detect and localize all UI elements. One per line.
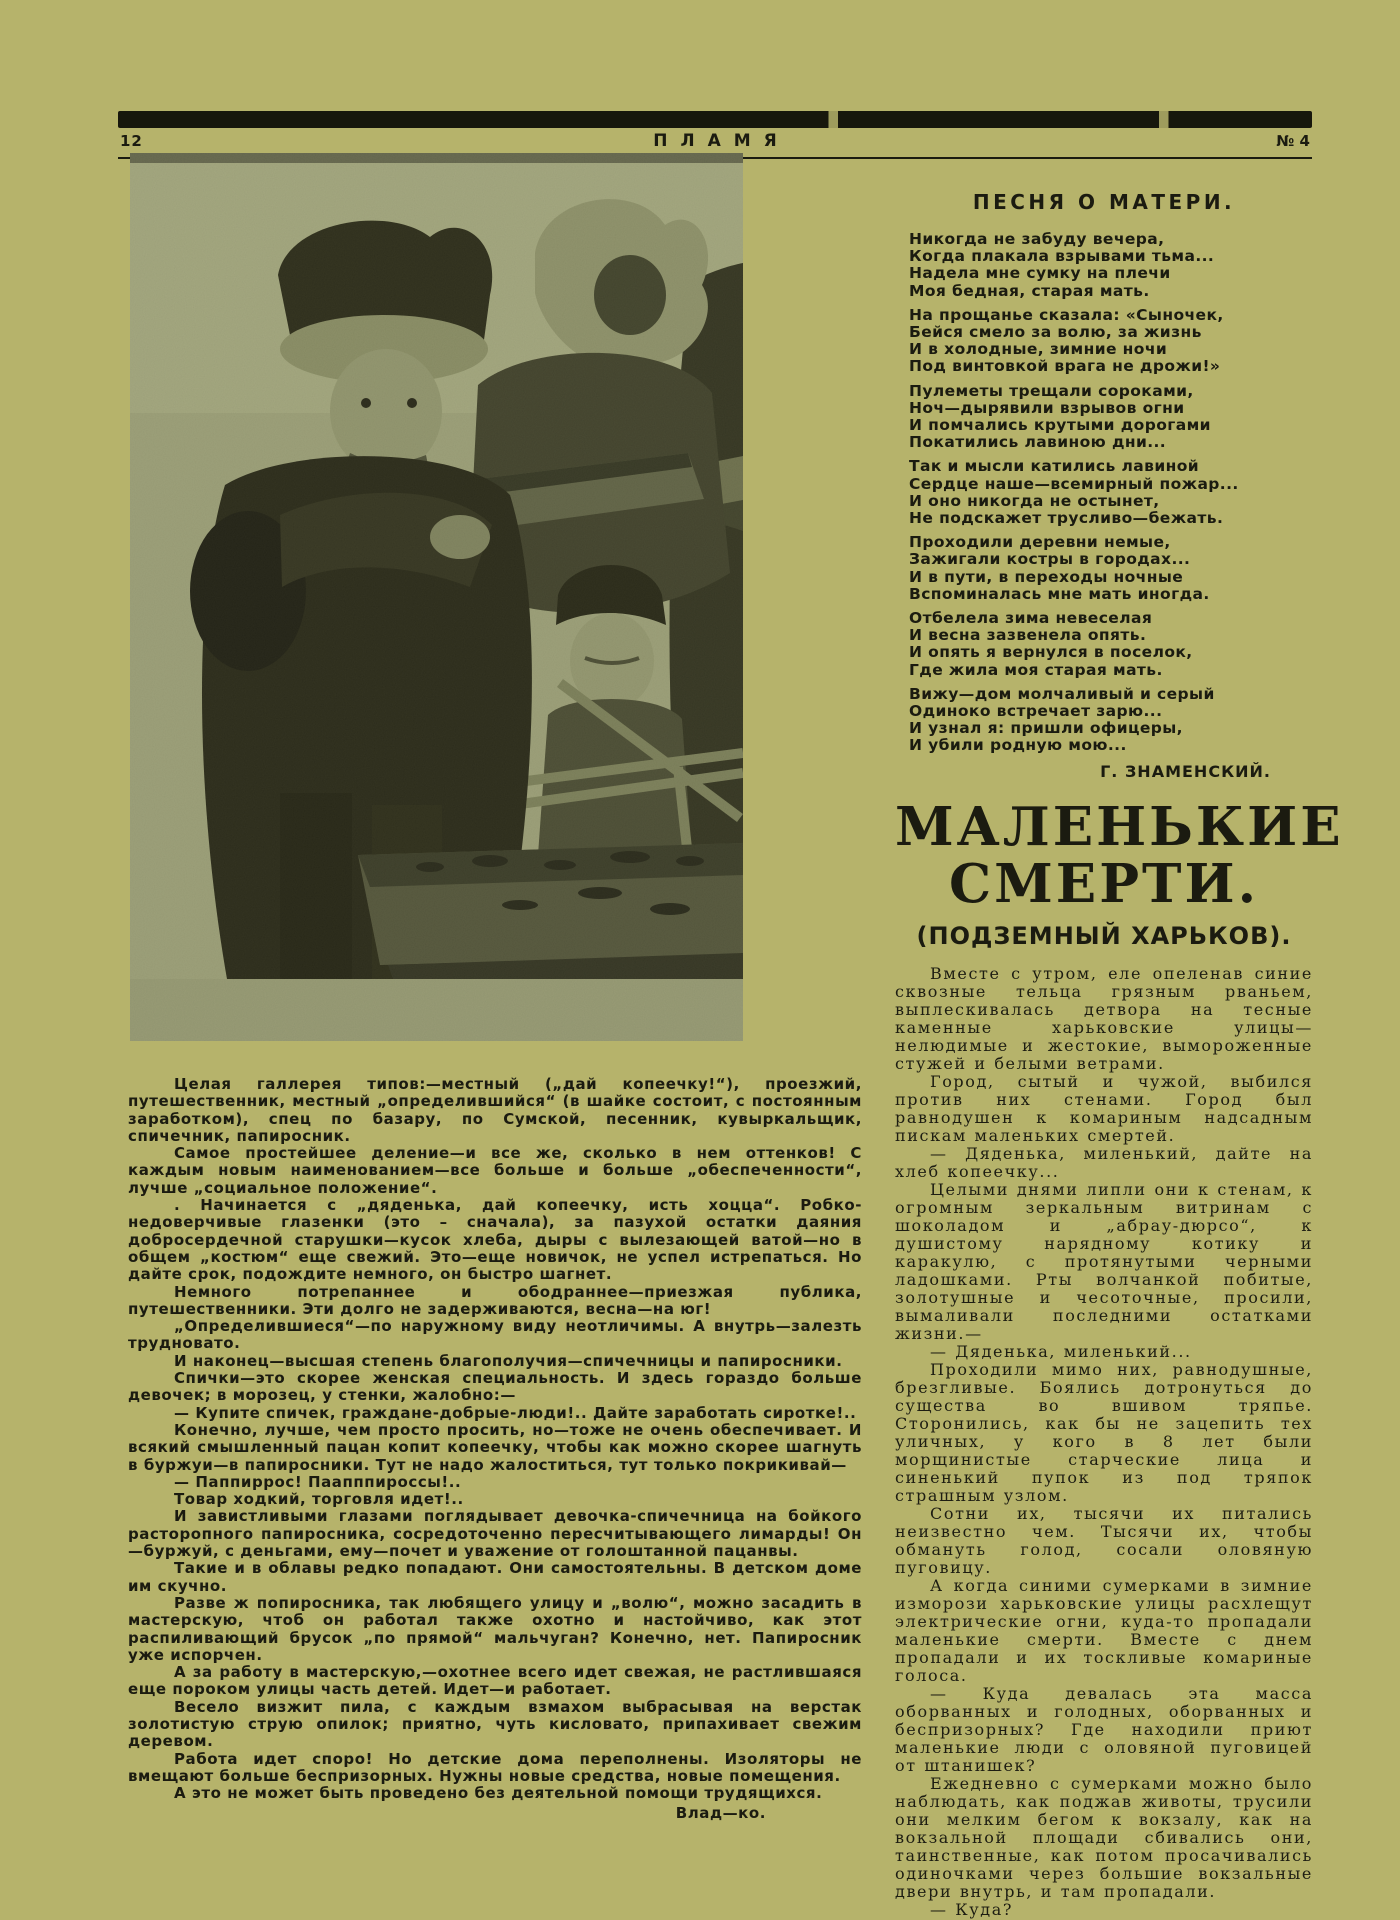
street-children-photo <box>130 153 743 1041</box>
article-paragraph: Проходили мимо них, равнодушные, брезгливые. Боялись дотронуться до существа во вшивом тряпье. Сторонились, как бы не зацепить тех уличных, у кого в 8 лет были морщинистые старческие лица и синенький пупок из под тряпок страшным узлом. <box>895 1359 1313 1505</box>
poem-stanza: Пулеметы трещали сороками, Ноч—дырявили взрывов огни И помчались крутыми дорогами Покатились лавиною дни... <box>909 381 1211 452</box>
article-paragraph: А за работу в мастерскую,—охотнее всего идет свежая, не растлившаяся еще пороком улицы часть детей. Идет—и работает. <box>128 1663 862 1699</box>
poem-stanza: На прощанье сказала: «Сыночек, Бейся смело за волю, за жизнь И в холодные, зимние ночи Под винтовкой врага не дрожи!» <box>909 305 1224 376</box>
page-header <box>118 130 1312 154</box>
article-paragraph: Город, сытый и чужой, выбился против них стенами. Город был равнодушен к комариным надсадным пискам маленьких смертей. <box>895 1071 1313 1145</box>
article-headline <box>895 795 1344 915</box>
poem-stanza: Так и мысли катились лавиной Сердце наше—всемирный пожар... И оно никогда не остынет, Не подскажет трусливо—бежать. <box>909 457 1239 528</box>
article-paragraph: Ежедневно с сумерками можно было наблюдать, как поджав животы, трусили они мелким бегом к вокзалу, как на вокзальной площади сбивались они, таинственные, как потом просачивались одиночками через большие вокзальные двери внутрь, и там пропадали. <box>895 1773 1313 1901</box>
photo-illustration <box>130 153 743 1041</box>
article-paragraph: — Паппиррос! Паапппироссы!.. <box>174 1472 462 1491</box>
article-paragraph: Целая галлерея типов:—местный („дай копеечку!“), проезжий, путешественник, местный „определившийся“ (в шайке состоит, с постоянным заработком), спец по базару, по Сумской, песенник, кувыркальщик, спичечник, папиросник. <box>128 1075 862 1145</box>
article-paragraph: — Купите спичек, граждане-добрые-люди!.. Дайте заработать сиротке!.. <box>174 1403 857 1422</box>
article-paragraph: Вместе с утром, еле опеленав синие сквозные тельца грязным рваньем, выплескивалась детвора на тесные каменные харьковские улицы—нелюдимые и жестокие, вымороженные стужей и белыми ветрами. <box>895 963 1313 1073</box>
article-paragraph: — Куда? <box>930 1899 1014 1919</box>
article-paragraph: Немного потрепаннее и ободраннее—приезжая публика, путешественники. Эти долго не задерживаются, весна—на юг! <box>128 1282 862 1318</box>
headline-line2: СМЕРТИ. <box>948 852 1260 915</box>
article-paragraph: Самое простейшее деление—и все же, сколько в нем оттенков! С каждым новым наименованием—все больше и больше „обеспеченности“, лучше „социальное положение“. <box>128 1144 862 1197</box>
article-paragraph: Спички—это скорее женская специальность. И здесь гораздо больше девочек; в морозец, у стенки, жалобно:— <box>128 1369 862 1405</box>
article-paragraph: Сотни их, тысячи их питались неизвестно чем. Тысячи их, чтобы обмануть голод, сосали оловяную пуговицу. <box>895 1503 1313 1577</box>
left-article-paragraphs <box>128 1076 862 1802</box>
article-paragraph: Такие и в облавы редко попадают. Они самостоятельны. В детском доме им скучно. <box>128 1559 862 1595</box>
right-article <box>895 965 1313 1919</box>
article-paragraph: Товар ходкий, торговля идет!.. <box>174 1490 464 1509</box>
article-paragraph: — Куда девалась эта масса оборванных и голодных, оборванных и беспризорных? Где находили приют маленькие люди с оловяной пуговицей от штанишек? <box>895 1683 1313 1775</box>
poem-author: Г. ЗНАМЕНСКИЙ. <box>1100 761 1271 781</box>
article-paragraph: Конечно, лучше, чем просто просить, но—тоже не очень обеспечивает. И всякий смышленный пацан копит копеечку, чтобы как можно скорее шагнуть в буржуи—в папиросники. Тут не надо жалоститься, тут только покрикивай— <box>128 1420 862 1474</box>
poem-stanza: Проходили деревни немые, Зажигали костры в городах... И в пути, в переходы ночные Вспоминалась мне мать иногда. <box>909 533 1210 603</box>
article-signature: Влад—ко. <box>675 1804 766 1823</box>
article-paragraph: И завистливыми глазами поглядывает девочка-спичечница на бойкого расторопного папиросника, сосредоточенно пересчитывающего лимарды! Он—буржуй, с деньгами, ему—почет и уважение от голоштанной пацанвы. <box>128 1507 862 1561</box>
article-paragraph: Целыми днями липли они к стенам, к огромным зеркальным витринам с шоколадом и „абрау-дюрсо“, к душистому нарядному котику и каракулю, с протянутыми черными ладошками. Рты волчанкой побитые, золотушные и чесоточные, просили, вымаливали последними остатками жизни.— <box>895 1179 1313 1343</box>
article-paragraph: А когда синими сумерками в зимние изморози харьковские улицы расхлещут электрические огни, куда-то пропадали маленькие смерти. Вместе с днем пропадали и их тоскливые комариные голоса. <box>895 1575 1313 1685</box>
header-rule-thick <box>118 111 1312 128</box>
poem-stanza: Никогда не забуду вечера, Когда плакала взрывами тьма... Надела мне сумку на плечи Моя бедная, старая мать. <box>909 230 1215 300</box>
poem-body <box>895 231 1313 755</box>
article-paragraph: — Дяденька, миленький, дайте на хлеб копеечку... <box>895 1143 1313 1181</box>
article-paragraph: Работа идет споро! Но детские дома переполнены. Изоляторы не вмещают больше беспризорных. Нужны новые средства, новые помещения. <box>128 1749 862 1785</box>
article-paragraph: И наконец—высшая степень благополучия—спичечницы и папиросники. <box>174 1351 843 1370</box>
poem-stanza: Вижу—дом молчаливый и серый Одиноко встречает зарю... И узнал я: пришли офицеры, И убили родную мою... <box>909 684 1215 755</box>
article-paragraph: А это не может быть проведено без деятельной помощи трудящихся. <box>174 1784 823 1803</box>
poem-stanza: Отбелела зима невеселая И весна зазвенела опять. И опять я вернулся в поселок, Где жила моя старая мать. <box>909 609 1193 679</box>
article-paragraph: Весело визжит пила, с каждым взмахом выбрасывая на верстак золотистую струю опилок; приятно, чуть кисловато, припахивает свежим деревом. <box>128 1697 862 1751</box>
article-paragraph: „Определившиеся“—по наружному виду неотличимы. А внутрь—залезть трудновато. <box>128 1317 862 1353</box>
article-paragraph: — Дяденька, миленький... <box>930 1341 1192 1361</box>
page-number: 12 <box>120 132 143 150</box>
article-paragraph: Разве ж попиросника, так любящего улицу и „волю“, можно засадить в мастерскую, чтоб он работал также охотно и настойчиво, как этот распиливающий брусок „по прямой“ мальчуган? Конечно, нет. Папиросник уже испорчен. <box>128 1593 862 1664</box>
article-subtitle: (ПОДЗЕМНЫЙ ХАРЬКОВ). <box>916 921 1292 950</box>
right-column <box>895 190 1344 1919</box>
issue-number: № 4 <box>1276 132 1310 150</box>
left-article <box>128 1076 862 1823</box>
masthead-title: ПЛАМЯ <box>653 131 790 151</box>
poem-title: ПЕСНЯ О МАТЕРИ. <box>972 190 1236 214</box>
article-paragraph: . Начинается с „дяденька, дай копеечку, исть хоцца“. Робко-недоверчивые глазенки (это – сначала), за пазухой остатки даяния добросердечной старушки—кусок хлеба, дыры с вылезающей ватой—но в общем „костюм“ еще свежий. Это—еще новичок, не успел истрепаться. Но дайте срок, подождите немного, он быстро шагнет. <box>128 1196 862 1284</box>
headline-line1: МАЛЕНЬКИЕ <box>895 795 1344 858</box>
